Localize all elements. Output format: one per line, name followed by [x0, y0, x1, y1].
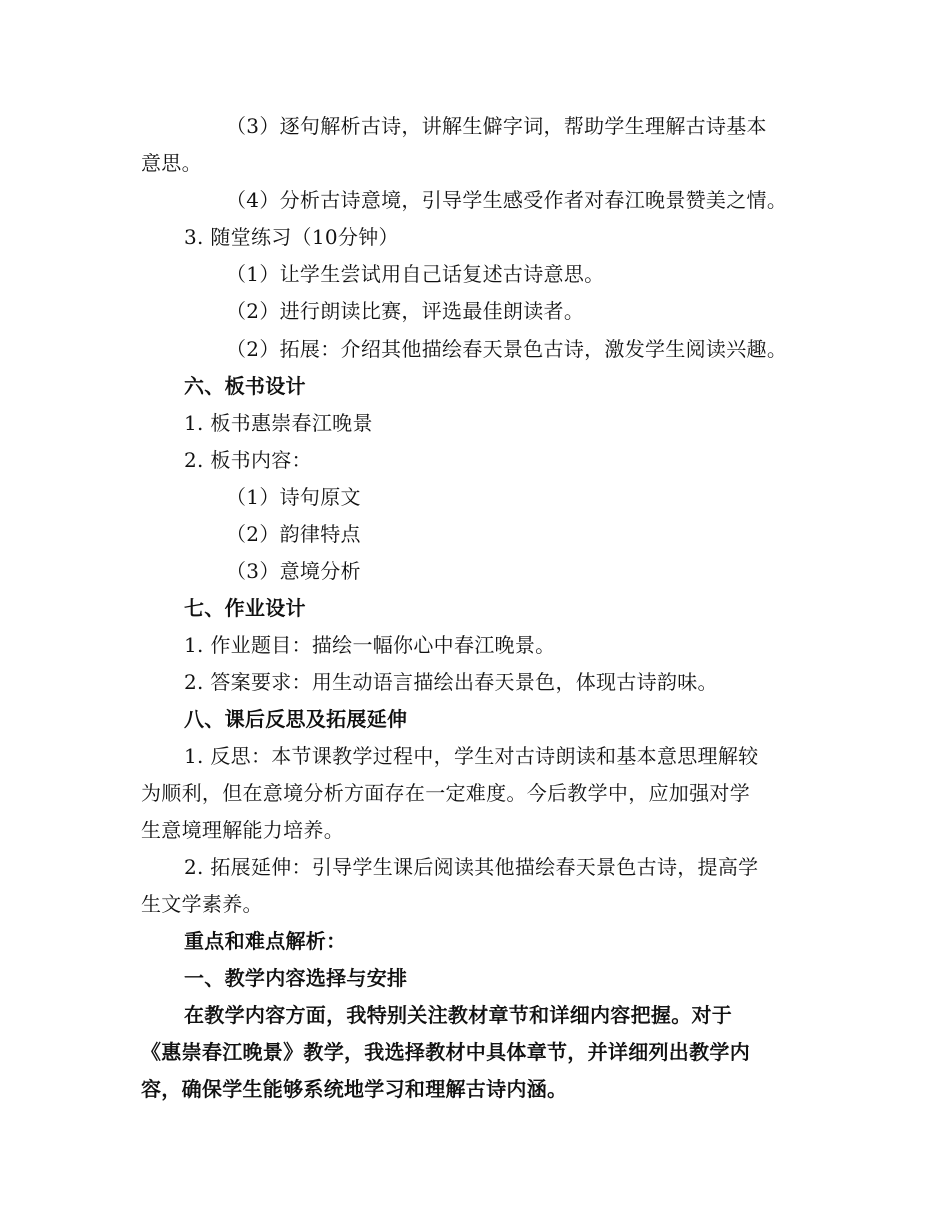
section-6-heading: 六、板书设计: [184, 374, 306, 398]
section-8-heading: 八、课后反思及拓展延伸: [184, 707, 408, 731]
extension-line-2: 生文学素养。: [141, 892, 263, 916]
board-content-1: （1）诗句原文: [226, 485, 361, 509]
section-6-item-1: 1. 板书惠崇春江晚景: [184, 411, 373, 435]
key-point-1-line-1: 在教学内容方面，我特别关注教材章节和详细内容把握。对于: [184, 1003, 733, 1027]
reflection-line-2: 为顺利，但在意境分析方面存在一定难度。今后教学中，应加强对学: [141, 781, 750, 805]
key-point-1-line-3: 容，确保学生能够系统地学习和理解古诗内涵。: [141, 1077, 568, 1101]
step-3-item-2: （2）进行朗读比赛，评选最佳朗读者。: [226, 299, 585, 323]
reflection-line-1: 1. 反思：本节课教学过程中，学生对古诗朗读和基本意思理解较: [184, 744, 759, 768]
section-7-heading: 七、作业设计: [184, 596, 306, 620]
step-3-heading: 3. 随堂练习（10分钟）: [184, 225, 399, 249]
reflection-line-3: 生意境理解能力培养。: [141, 818, 344, 842]
step-2-item-3-cont: 意思。: [141, 151, 202, 175]
key-point-1-heading: 一、教学内容选择与安排: [184, 966, 408, 990]
step-3-item-3: （2）拓展：介绍其他描绘春天景色古诗，激发学生阅读兴趣。: [226, 337, 788, 361]
step-2-item-3: （3）逐句解析古诗，讲解生僻字词，帮助学生理解古诗基本: [226, 114, 767, 138]
board-content-3: （3）意境分析: [226, 559, 361, 583]
step-3-item-1: （1）让学生尝试用自己话复述古诗意思。: [226, 262, 605, 286]
key-point-1-line-2: 《惠崇春江晚景》教学，我选择教材中具体章节，并详细列出教学内: [141, 1040, 750, 1064]
extension-line-1: 2. 拓展延伸：引导学生课后阅读其他描绘春天景色古诗，提高学: [184, 855, 759, 879]
key-points-heading: 重点和难点解析：: [184, 929, 347, 953]
section-6-item-2: 2. 板书内容：: [184, 448, 312, 472]
board-content-2: （2）韵律特点: [226, 522, 361, 546]
section-7-item-1: 1. 作业题目：描绘一幅你心中春江晚景。: [184, 633, 556, 657]
step-2-item-4: （4）分析古诗意境，引导学生感受作者对春江晚景赞美之情。: [226, 188, 788, 212]
section-7-item-2: 2. 答案要求：用生动语言描绘出春天景色，体现古诗韵味。: [184, 670, 718, 694]
